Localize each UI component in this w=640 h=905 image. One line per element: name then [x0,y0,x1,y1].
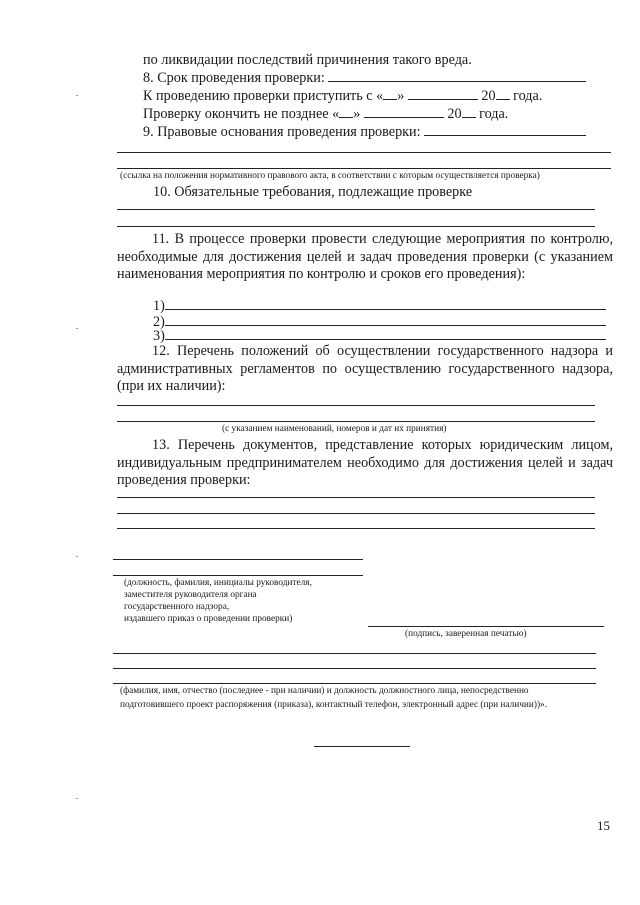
scan-mark [76,798,78,799]
seal-caption: (подпись, заверенная печатью) [405,629,527,639]
end-date-line: Проверку окончить не позднее « » 20 года. [143,106,509,122]
seal-signature-line [368,626,604,627]
section-8-label: 8. Срок проведения проверки: [143,70,325,86]
text-line: по ликвидации последствий причинения такого вреда. [143,52,472,68]
blank-line [328,70,586,82]
list-item-3: 3) [153,328,606,344]
section-13: 13. Перечень документов, представление которых юридическим лицом, индивидуальным предпринимателем необходимо для достижения целей и задач проведения проверки: [117,437,613,488]
scan-mark [76,556,78,557]
blank-line [408,88,478,100]
signature-caption: (должность, фамилия, инициалы руководителя, [124,578,312,588]
section-11: 11. В процессе проверки провести следующие мероприятия по контролю, необходимые для достижения целей и задач проведения проверки (с указанием наименования мероприятия по контролю и сроков его проведения): [117,231,613,282]
blank-line [165,328,606,340]
blank-line [165,314,606,326]
section-9-label: 9. Правовые основания проведения проверки: [143,124,421,140]
blank-line [117,497,595,498]
blank-line [117,226,595,227]
signature-caption: государственного надзора, [124,602,230,612]
note-legal-basis: (ссылка на положения нормативного правового акта, в соответствии с которым осуществляется проверка) [120,171,540,181]
signature-caption: заместителя руководителя органа [124,590,257,600]
blank-line [165,298,606,310]
start-date-line: К проведению проверки приступить с « » 20 года. [143,88,543,104]
blank-line [117,209,595,210]
blank-line [424,124,586,136]
blank-line [339,106,353,118]
blank-line [113,653,596,654]
blank-line [383,88,397,100]
scan-mark [76,328,78,329]
blank-line [462,106,476,118]
note-regulations: (с указанием наименований, номеров и дат их принятия) [222,424,447,434]
signature-line [113,575,363,576]
signature-caption: издавшего приказ о проведении проверки) [124,614,293,624]
page-number: 15 [597,818,610,833]
footer-caption: (фамилия, имя, отчество (последнее - при наличии) и должность должностного лица, непосредственно [120,686,529,696]
blank-line [117,421,595,422]
blank-line [113,683,596,684]
section-9 [143,124,586,140]
blank-line [364,106,444,118]
blank-line [496,88,510,100]
section-10: 10. Обязательные требования, подлежащие проверке [153,184,473,200]
blank-line [113,668,596,669]
section-12: 12. Перечень положений об осуществлении государственного надзора и административных регламентов по осуществлению государственного надзора, (при их наличии): [117,343,613,394]
section-8 [143,70,586,86]
blank-line [117,513,595,514]
footer-caption: подготовившего проект распоряжения (приказа), контактный телефон, электронный адрес (при наличии))». [120,700,548,710]
scan-mark [76,95,78,96]
blank-line [117,168,611,169]
blank-line [117,405,595,406]
end-divider [314,746,410,747]
signature-line [113,559,363,560]
list-item-2: 2) [153,314,606,330]
list-item-1: 1) [153,298,606,314]
blank-line [117,152,611,153]
blank-line [117,528,595,529]
